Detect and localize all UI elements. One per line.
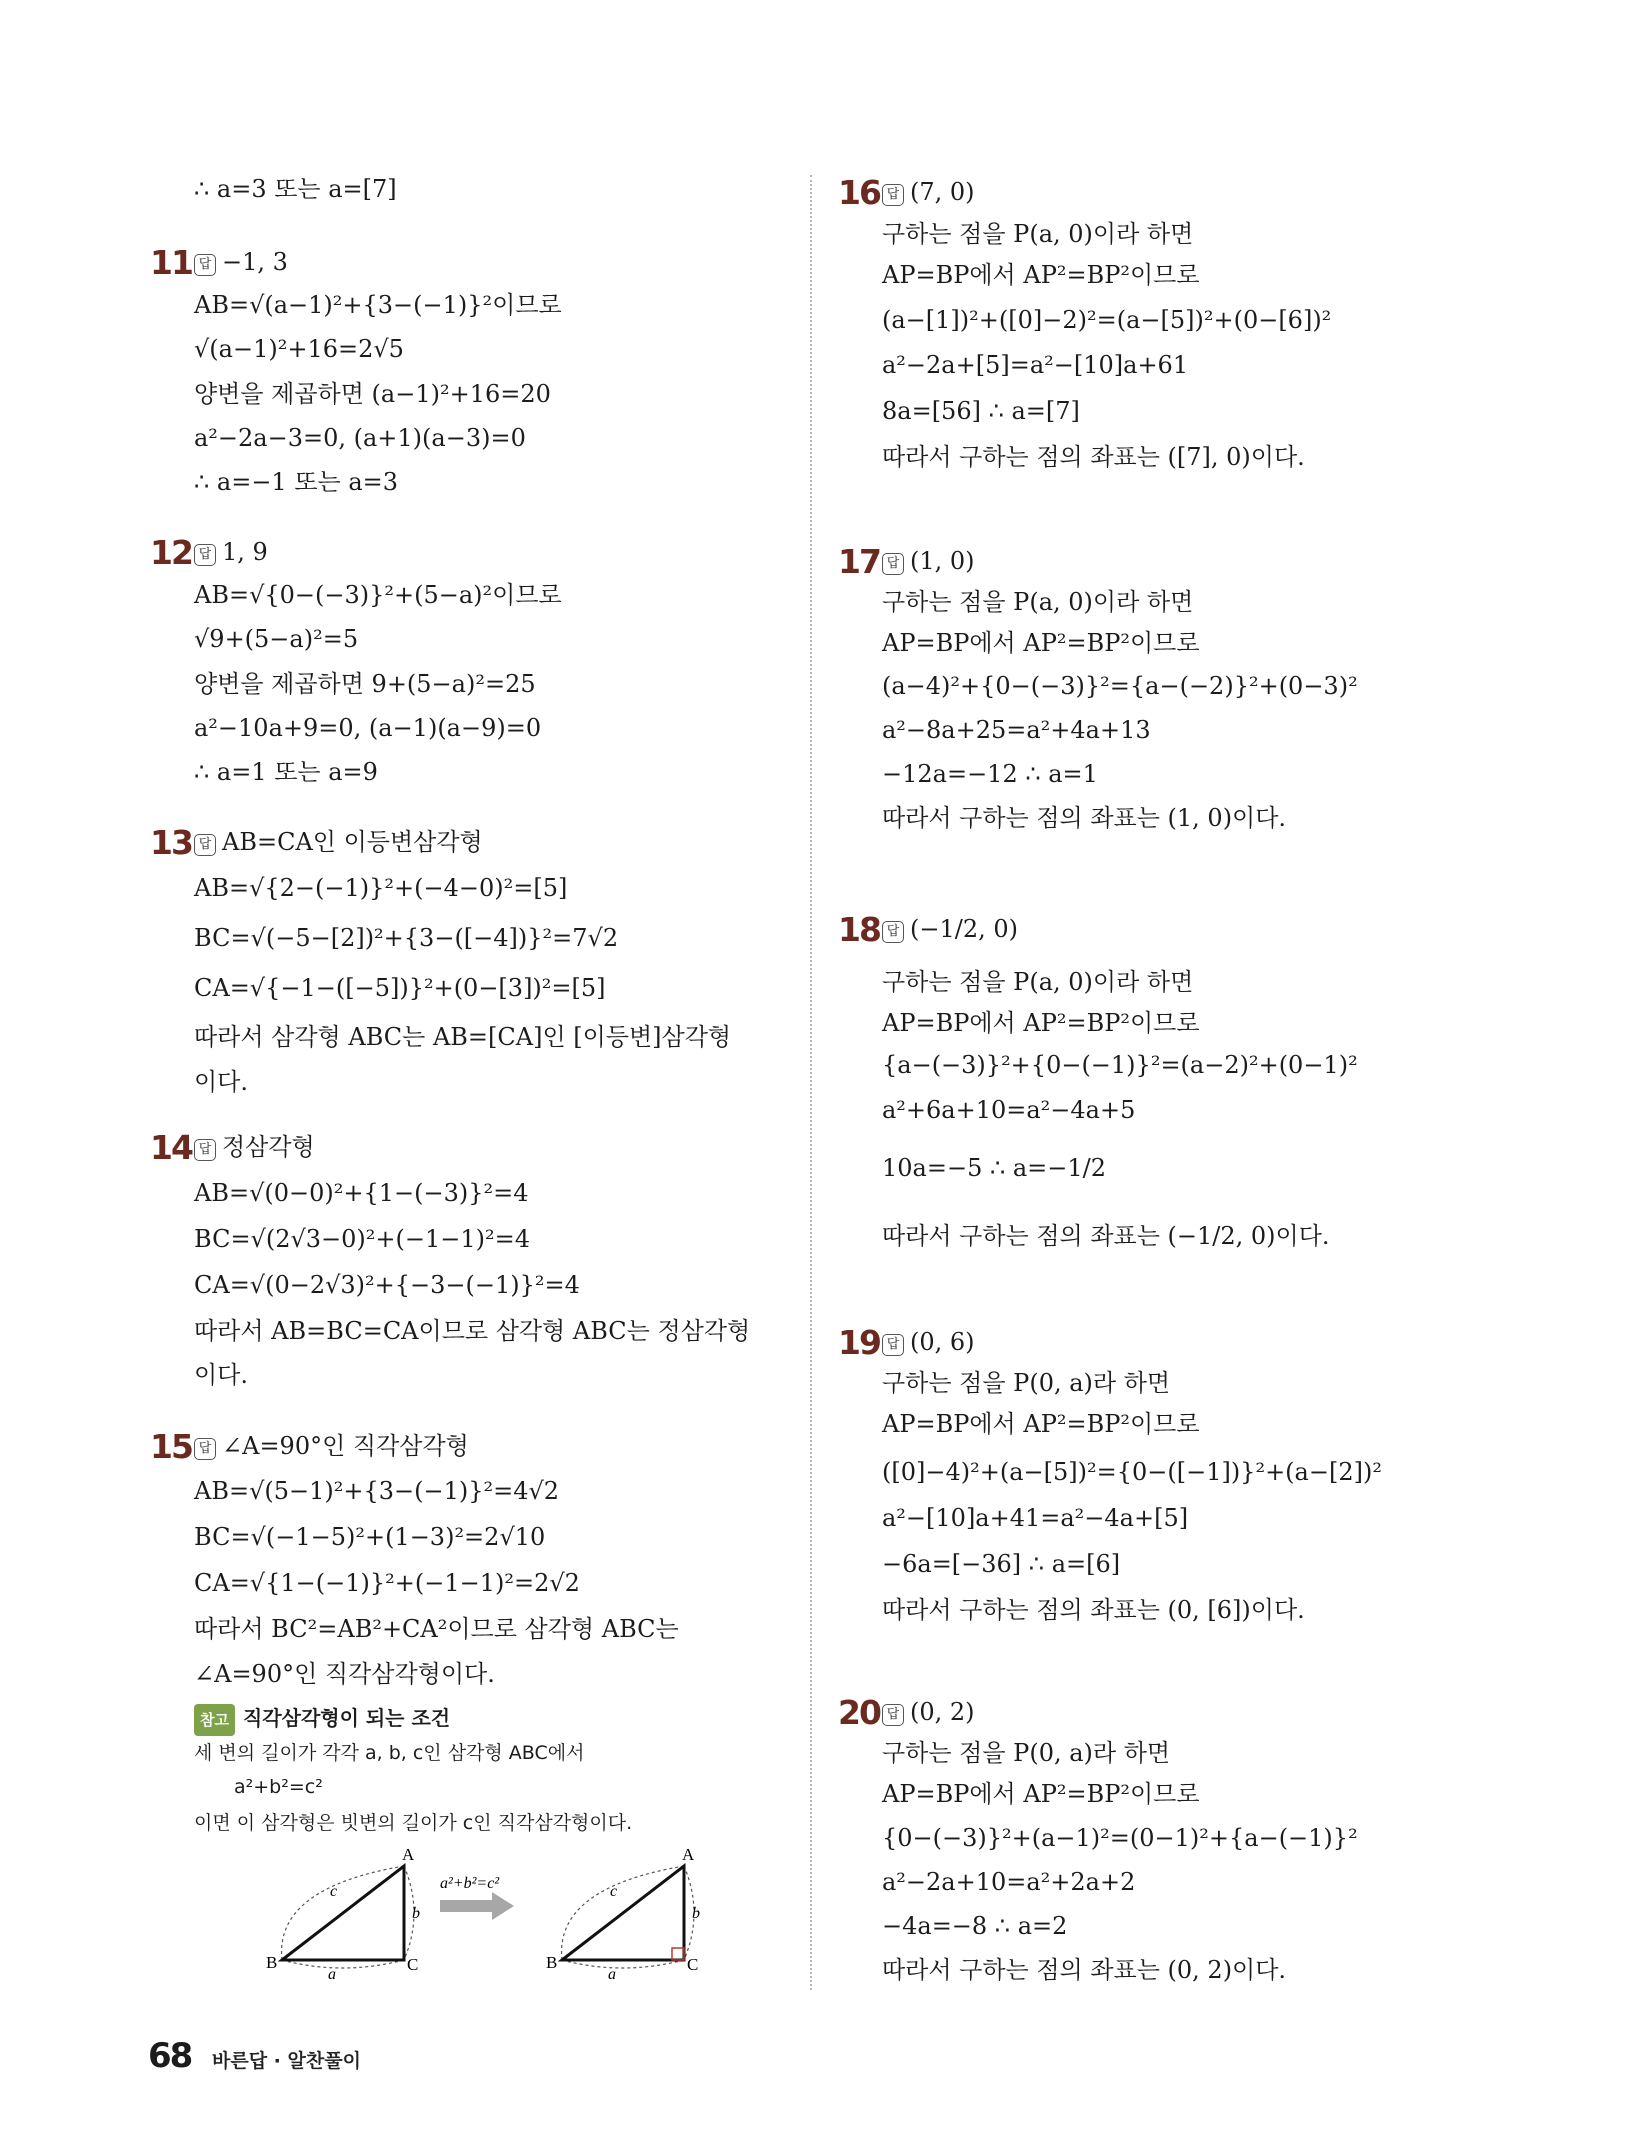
answer-line: [194, 247, 288, 277]
answer-line: [194, 827, 483, 857]
svg-text:b: b: [412, 1905, 420, 1922]
triangle-left: [266, 1848, 420, 1983]
solution-line: AB=√(5−1)²+{3−(−1)}²=4√2: [194, 1477, 560, 1505]
problem-number: 14: [150, 1128, 192, 1167]
solution-line: 이다.: [194, 1068, 248, 1096]
solution-line: 구하는 점을 P(a, 0)이라 하면: [882, 968, 1194, 996]
answer-line: [194, 537, 268, 567]
svg-text:C: C: [407, 1955, 419, 1974]
solution-line: −6a=[−36] ∴ a=[6]: [882, 1550, 1121, 1578]
answer-text: (0, 6): [910, 1328, 975, 1356]
solution-line: AB=√(a−1)²+{3−(−1)}²이므로: [194, 291, 562, 319]
answer-text: −1, 3: [222, 248, 288, 276]
solution-line: AP=BP에서 AP²=BP²이므로: [882, 1410, 1200, 1438]
solution-line: 따라서 구하는 점의 좌표는 (0, 2)이다.: [882, 1956, 1287, 1984]
svg-text:c: c: [330, 1883, 338, 1900]
problem-number: 17: [838, 542, 880, 581]
solution-line: a²−10a+9=0, (a−1)(a−9)=0: [194, 714, 542, 742]
answer-line: [882, 1697, 975, 1727]
note-badge: 참고: [194, 1704, 235, 1736]
answer-badge-icon: 답: [882, 184, 904, 206]
solution-line: √(a−1)²+16=2√5: [194, 335, 404, 363]
answer-badge-icon: 답: [194, 544, 216, 566]
problem-number: 13: [150, 823, 192, 862]
answer-line: [882, 546, 975, 576]
solution-line: CA=√{1−(−1)}²+(−1−1)²=2√2: [194, 1569, 580, 1597]
answer-text: (0, 2): [910, 1698, 975, 1726]
solution-line: a²−2a+10=a²+2a+2: [882, 1868, 1136, 1896]
answer-line: [882, 1327, 975, 1357]
solution-line: 따라서 구하는 점의 좌표는 (1, 0)이다.: [882, 804, 1287, 832]
note-header: [194, 1702, 450, 1736]
solution-line: 이다.: [194, 1361, 248, 1389]
answer-text: (−1/2, 0): [910, 915, 1018, 943]
answer-line: [194, 1132, 315, 1162]
answer-text: ∠A=90°인 직각삼각형: [222, 1432, 469, 1460]
svg-text:A: A: [402, 1848, 415, 1864]
solution-line: 10a=−5 ∴ a=−1/2: [882, 1154, 1107, 1182]
answer-text: (7, 0): [910, 178, 975, 206]
svg-text:a: a: [328, 1966, 336, 1983]
solution-line: 구하는 점을 P(0, a)라 하면: [882, 1369, 1171, 1397]
solution-line: ∴ a=1 또는 a=9: [194, 758, 378, 786]
solution-line: a²−8a+25=a²+4a+13: [882, 716, 1151, 744]
answer-line: [882, 177, 975, 207]
answer-line: [194, 1431, 469, 1461]
solution-line: a²−2a+[5]=a²−[10]a+61: [882, 351, 1189, 379]
solution-line: 따라서 삼각형 ABC는 AB=[CA]인 [이등변]삼각형: [194, 1023, 732, 1051]
answer-badge-icon: 답: [882, 1334, 904, 1356]
solution-line: 따라서 구하는 점의 좌표는 (0, [6])이다.: [882, 1596, 1305, 1624]
solution-line: a²−2a−3=0, (a+1)(a−3)=0: [194, 424, 526, 452]
answer-badge-icon: 답: [194, 254, 216, 276]
solution-line: BC=√(2√3−0)²+(−1−1)²=4: [194, 1225, 530, 1253]
solution-line: (a−[1])²+([0]−2)²=(a−[5])²+(0−[6])²: [882, 306, 1332, 334]
solution-line: AP=BP에서 AP²=BP²이므로: [882, 1009, 1200, 1037]
intro-line: ∴ a=3 또는 a=[7]: [194, 175, 397, 203]
problem-number: 15: [150, 1427, 192, 1466]
solution-line: {a−(−3)}²+{0−(−1)}²=(a−2)²+(0−1)²: [882, 1051, 1358, 1079]
answer-text: (1, 0): [910, 547, 975, 575]
answer-badge-icon: 답: [194, 1139, 216, 1161]
svg-text:B: B: [546, 1953, 558, 1972]
solution-line: AB=√{0−(−3)}²+(5−a)²이므로: [194, 581, 562, 609]
solution-line: CA=√(0−2√3)²+{−3−(−1)}²=4: [194, 1271, 580, 1299]
solution-line: ∴ a=−1 또는 a=3: [194, 468, 399, 496]
solution-line: √9+(5−a)²=5: [194, 625, 359, 653]
note-line: a²+b²=c²: [234, 1776, 323, 1798]
problem-number: 19: [838, 1323, 880, 1362]
problem-number: 12: [150, 533, 192, 572]
answer-text: 정삼각형: [222, 1133, 315, 1161]
solution-line: 따라서 AB=BC=CA이므로 삼각형 ABC는 정삼각형: [194, 1317, 751, 1345]
solution-line: a²−[10]a+41=a²−4a+[5]: [882, 1504, 1189, 1532]
arrow: [440, 1875, 514, 1920]
solution-line: AB=√(0−0)²+{1−(−3)}²=4: [194, 1179, 529, 1207]
svg-text:a: a: [608, 1966, 616, 1983]
svg-text:C: C: [687, 1955, 699, 1974]
footer-label: 바른답 · 알찬풀이: [212, 2050, 361, 2072]
solution-line: −12a=−12 ∴ a=1: [882, 760, 1098, 788]
solution-line: (a−4)²+{0−(−3)}²={a−(−2)}²+(0−3)²: [882, 672, 1358, 700]
problem-number: 20: [838, 1693, 880, 1732]
note-line: 이면 이 삼각형은 빗변의 길이가 c인 직각삼각형이다.: [194, 1812, 633, 1834]
note-line: 세 변의 길이가 각각 a, b, c인 삼각형 ABC에서: [194, 1742, 585, 1764]
solution-line: 양변을 제곱하면 (a−1)²+16=20: [194, 380, 551, 408]
solution-line: ∠A=90°인 직각삼각형이다.: [194, 1660, 495, 1688]
solution-line: AP=BP에서 AP²=BP²이므로: [882, 1780, 1200, 1808]
solution-line: 양변을 제곱하면 9+(5−a)²=25: [194, 670, 536, 698]
solution-line: 구하는 점을 P(0, a)라 하면: [882, 1739, 1171, 1767]
answer-badge-icon: 답: [194, 834, 216, 856]
solution-line: BC=√(−5−[2])²+{3−([−4])}²=7√2: [194, 924, 619, 952]
solution-line: 8a=[56] ∴ a=[7]: [882, 397, 1080, 425]
column-divider: [810, 175, 812, 1990]
solution-line: CA=√{−1−([−5])}²+(0−[3])²=[5]: [194, 974, 606, 1002]
solution-line: 따라서 구하는 점의 좌표는 ([7], 0)이다.: [882, 443, 1305, 471]
solution-line: a²+6a+10=a²−4a+5: [882, 1096, 1136, 1124]
solution-line: −4a=−8 ∴ a=2: [882, 1912, 1068, 1940]
svg-text:a²+b²=c²: a²+b²=c²: [440, 1875, 500, 1892]
solution-line: {0−(−3)}²+(a−1)²=(0−1)²+{a−(−1)}²: [882, 1824, 1358, 1852]
svg-text:b: b: [692, 1905, 700, 1922]
right-triangle-figure: [262, 1848, 732, 1983]
answer-badge-icon: 답: [194, 1438, 216, 1460]
solution-line: 구하는 점을 P(a, 0)이라 하면: [882, 220, 1194, 248]
answer-badge-icon: 답: [882, 1704, 904, 1726]
problem-number: 16: [838, 173, 880, 212]
problem-number: 11: [150, 243, 192, 282]
solution-line: 구하는 점을 P(a, 0)이라 하면: [882, 588, 1194, 616]
answer-line: [882, 914, 1018, 944]
triangle-right: [546, 1848, 700, 1983]
solution-line: ([0]−4)²+(a−[5])²={0−([−1])}²+(a−[2])²: [882, 1458, 1382, 1486]
solution-line: AP=BP에서 AP²=BP²이므로: [882, 629, 1200, 657]
svg-text:B: B: [266, 1953, 278, 1972]
page-number: 68: [148, 2036, 192, 2076]
svg-text:c: c: [610, 1883, 618, 1900]
answer-text: AB=CA인 이등변삼각형: [222, 828, 483, 856]
svg-text:A: A: [682, 1848, 695, 1864]
solution-line: AB=√{2−(−1)}²+(−4−0)²=[5]: [194, 874, 568, 902]
problem-number: 18: [838, 910, 880, 949]
solution-line: BC=√(−1−5)²+(1−3)²=2√10: [194, 1523, 546, 1551]
answer-text: 1, 9: [222, 538, 268, 566]
solution-line: AP=BP에서 AP²=BP²이므로: [882, 261, 1200, 289]
note-title: 직각삼각형이 되는 조건: [242, 1706, 451, 1730]
answer-badge-icon: 답: [882, 921, 904, 943]
solution-line: 따라서 구하는 점의 좌표는 (−1/2, 0)이다.: [882, 1222, 1330, 1250]
answer-badge-icon: 답: [882, 553, 904, 575]
solution-line: 따라서 BC²=AB²+CA²이므로 삼각형 ABC는: [194, 1615, 679, 1643]
